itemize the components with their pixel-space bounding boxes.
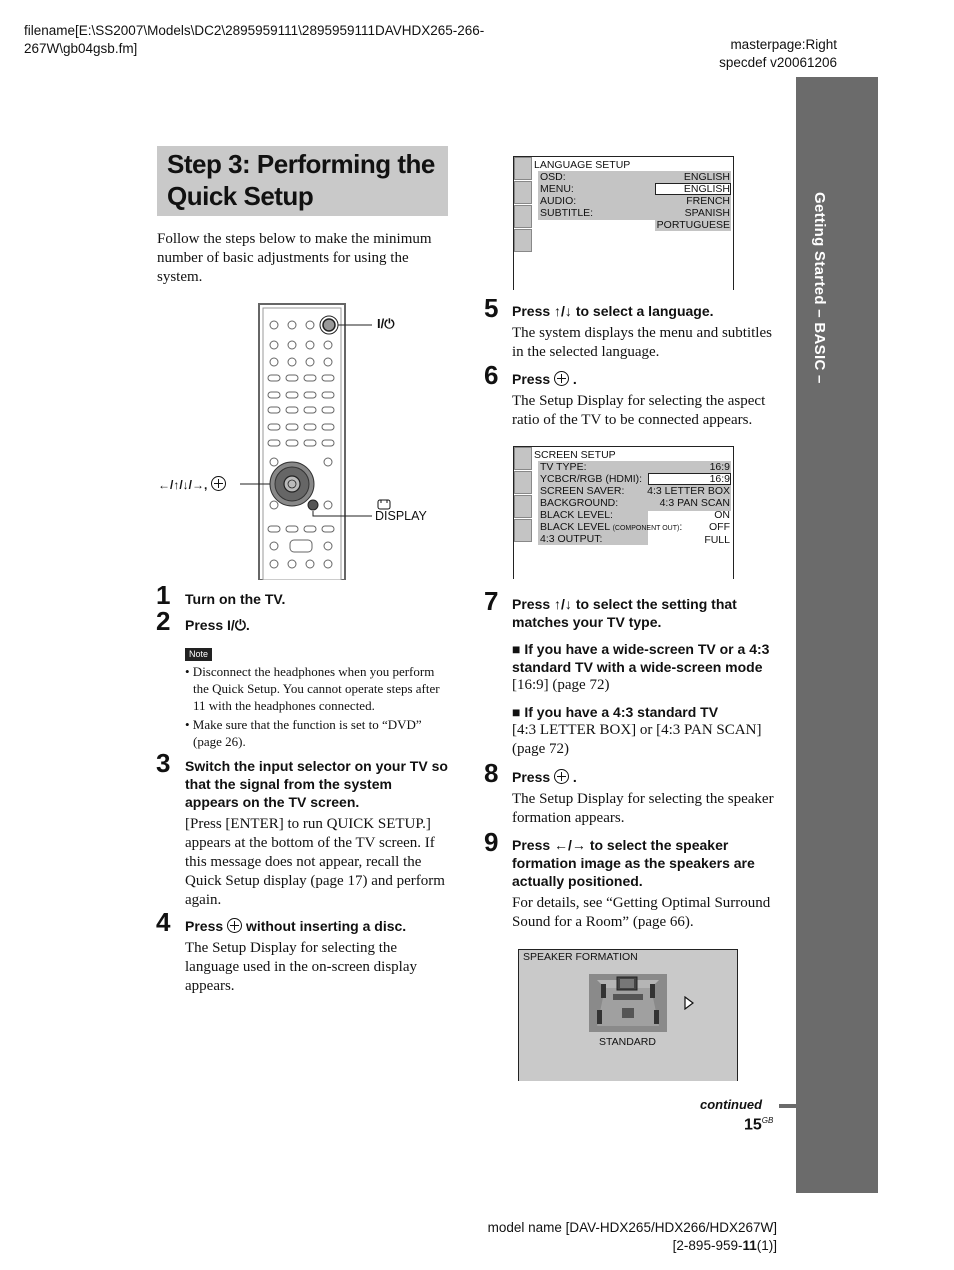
- step-heading: Turn on the TV.: [185, 591, 286, 607]
- step-body: [512, 894, 787, 932]
- enter-icon: [554, 371, 569, 386]
- enter-icon: [554, 769, 569, 784]
- section-title: [157, 146, 448, 216]
- note-badge: Note: [185, 648, 212, 661]
- part-code-a: [2-895-959-: [672, 1238, 743, 1253]
- speaker-formation-label: STANDARD: [599, 1036, 656, 1048]
- step-body-line: For details, see “Getting Optimal Surround: [512, 895, 771, 911]
- osd-tab: [514, 157, 532, 180]
- sub-heading-line: ■ If you have a wide-screen TV or a 4:3: [512, 641, 770, 657]
- step-body: [185, 939, 455, 996]
- osd-value: ENGLISH: [683, 171, 730, 183]
- step-heading-line: Press ↑/↓ to select the setting that: [512, 596, 737, 612]
- osd-label: YCBCR/RGB (HDMI):: [540, 473, 643, 485]
- power-label: [377, 316, 395, 332]
- enter-icon: [227, 918, 242, 933]
- osd-value: ON: [714, 509, 730, 521]
- sub-heading-line: standard TV with a wide-screen mode: [512, 659, 763, 675]
- osd-label: 4:3 OUTPUT:: [540, 533, 603, 545]
- step-number: 1: [156, 580, 171, 610]
- step-heading-line: appears on the TV screen.: [185, 794, 360, 810]
- display-label: DISPLAY: [375, 509, 427, 523]
- intro-line: Follow the steps below to make the minimum: [157, 231, 432, 247]
- osd-label-small: (COMPONENT OUT): [612, 525, 680, 532]
- masterpage-label: masterpage:Right: [730, 37, 837, 52]
- step-body-line: appears.: [185, 978, 235, 994]
- note-line: the Quick Setup. You cannot operate steps after: [193, 681, 440, 696]
- filename-line: 267W\gb04gsb.fm]: [24, 41, 138, 56]
- osd-label: OSD:: [540, 171, 566, 183]
- osd-title: SCREEN SETUP: [534, 449, 616, 461]
- step-number: 2: [156, 606, 171, 636]
- remote-drawing: [240, 300, 450, 580]
- osd-label: MENU:: [540, 183, 574, 195]
- step-body-line: The system displays the menu and subtitles: [512, 325, 772, 341]
- sub-body-line: [4:3 LETTER BOX] or [4:3 PAN SCAN]: [512, 722, 762, 738]
- arrows-label: [158, 476, 226, 492]
- model-footer: [440, 1219, 777, 1255]
- step-number: 8: [484, 758, 499, 788]
- osd-label-text: BLACK LEVEL: [540, 521, 610, 533]
- page-number: [744, 1116, 773, 1134]
- note-line: • Make sure that the function is set to “DVD”: [185, 717, 422, 732]
- step-heading-line: formation image as the speakers are: [512, 855, 755, 871]
- filename-header: [24, 22, 544, 58]
- osd-label: BACKGROUND:: [540, 497, 619, 509]
- osd-tab: [514, 519, 532, 542]
- page-number-suffix: GB: [761, 1116, 774, 1125]
- sub-heading: [512, 640, 787, 676]
- continued-label: continued: [700, 1097, 763, 1112]
- osd-label: AUDIO:: [540, 195, 577, 207]
- step-body-line: formation appears.: [512, 810, 625, 826]
- right-arrow-icon: [684, 996, 694, 1013]
- step-number: 3: [156, 748, 171, 778]
- power-icon: ⏻: [384, 316, 395, 331]
- intro-line: system.: [157, 269, 203, 285]
- step-heading-line: that the signal from the system: [185, 776, 392, 792]
- step-body-line: [Press [ENTER] to run QUICK SETUP.]: [185, 816, 431, 832]
- step-heading-line: Press ←/→ to select the speaker: [512, 837, 729, 853]
- step-body-line: again.: [185, 892, 222, 908]
- step-heading-line: actually positioned.: [512, 873, 643, 889]
- step-body-line: this message does not appear, recall the: [185, 854, 422, 870]
- part-code: [440, 1237, 777, 1255]
- step-body-line: The Setup Display for selecting the: [185, 940, 398, 956]
- osd-option: FRENCH: [686, 195, 730, 207]
- step-heading-line: matches your TV type.: [512, 614, 662, 630]
- osd-value: 16:9: [709, 461, 730, 473]
- note-line: (page 26).: [193, 734, 246, 749]
- step-body: [512, 790, 787, 828]
- step-number: 4: [156, 907, 171, 937]
- step-body: [512, 392, 787, 430]
- speaker-room-image: [589, 974, 667, 1035]
- osd-label: TV TYPE:: [540, 461, 587, 473]
- osd-tab: [514, 495, 532, 518]
- sub-heading: ■ If you have a 4:3 standard TV: [512, 704, 719, 720]
- language-setup-screen: [513, 156, 734, 290]
- remote-illustration: [240, 300, 450, 580]
- note-list: [185, 663, 450, 750]
- enter-icon: [211, 476, 226, 491]
- step-body-line: The Setup Display for selecting the speaker: [512, 791, 774, 807]
- osd-tab: [514, 181, 532, 204]
- title-line: Quick Setup: [167, 181, 314, 211]
- osd-label: SUBTITLE:: [540, 207, 594, 219]
- step-heading: [512, 836, 787, 890]
- step-heading-text: without inserting a disc.: [245, 918, 407, 934]
- osd-title: SPEAKER FORMATION: [523, 951, 638, 963]
- osd-option: ENGLISH: [683, 183, 730, 195]
- step-heading: [185, 757, 455, 811]
- osd-tab: [514, 229, 532, 252]
- step-heading: Press .: [512, 371, 577, 387]
- step-body-line: language used in the on-screen display: [185, 959, 418, 975]
- step-number: 9: [484, 827, 499, 857]
- step-heading-line: Switch the input selector on your TV so: [185, 758, 448, 774]
- page-number-value: 15: [744, 1116, 762, 1134]
- osd-label: BLACK LEVEL (COMPONENT OUT):: [540, 521, 683, 533]
- intro-paragraph: [157, 230, 457, 287]
- model-name: model name [DAV-HDX265/HDX266/HDX267W]: [487, 1220, 777, 1235]
- step-body-line: Sound for a Room” (page 66).: [512, 914, 694, 930]
- step-number: 6: [484, 360, 499, 390]
- step-heading: Press .: [512, 769, 577, 785]
- step-heading-text: Press: [185, 918, 224, 934]
- osd-value: FULL: [704, 534, 730, 546]
- sub-body: [512, 721, 787, 759]
- osd-option: PORTUGUESE: [656, 219, 730, 231]
- osd-tab: [514, 205, 532, 228]
- step-heading-text: Press: [512, 769, 551, 785]
- step-body-line: The Setup Display for selecting the aspect: [512, 393, 766, 409]
- power-icon: ⏻.: [234, 617, 250, 633]
- power-label-text: I/: [377, 316, 385, 331]
- part-code-b: 11: [742, 1238, 757, 1253]
- step-heading-text: Press I/: [185, 617, 235, 633]
- step-heading: Press ↑/↓ to select a language.: [512, 303, 714, 319]
- step-heading: [185, 616, 250, 634]
- intro-line: number of basic adjustments for using the: [157, 250, 409, 266]
- osd-option: 4:3 LETTER BOX: [647, 485, 730, 497]
- arrows-label-text: ←/↑/↓/→,: [158, 478, 208, 492]
- speaker-formation-screen: [518, 949, 738, 1081]
- note-line: • Disconnect the headphones when you perform: [185, 664, 435, 679]
- step-heading: [185, 917, 406, 935]
- step-body: [512, 324, 787, 362]
- part-code-c: (1)]: [756, 1238, 777, 1253]
- osd-tab: [514, 447, 532, 470]
- filename-line: filename[E:\SS2007\Models\DC2\2895959111\2895959111DAVHDX265-266-: [24, 23, 485, 38]
- osd-option: 16:9: [709, 473, 730, 485]
- step-heading-text: Press: [512, 371, 551, 387]
- step-number: 5: [484, 293, 499, 323]
- osd-value: OFF: [709, 521, 730, 533]
- sub-body-line: (page 72): [512, 741, 570, 757]
- osd-option: 4:3 PAN SCAN: [659, 497, 730, 509]
- step-body: [185, 815, 455, 910]
- step-body-line: ratio of the TV to be connected appears.: [512, 412, 753, 428]
- continued-bar: [779, 1104, 796, 1108]
- step-heading: [512, 595, 787, 631]
- step-body-line: in the selected language.: [512, 344, 660, 360]
- step-number: 7: [484, 586, 499, 616]
- screen-setup-screen: [513, 446, 734, 579]
- masterpage-header: [700, 36, 837, 72]
- osd-option: SPANISH: [684, 207, 730, 219]
- osd-label: SCREEN SAVER:: [540, 485, 625, 497]
- osd-tab: [514, 471, 532, 494]
- note-line: 11 with the headphones connected.: [193, 698, 375, 713]
- sub-body: [16:9] (page 72): [512, 677, 610, 693]
- specdef-label: specdef v20061206: [719, 55, 837, 70]
- step-body-line: appears at the bottom of the TV screen. If: [185, 835, 435, 851]
- side-tab: [796, 77, 878, 1193]
- title-line: Step 3: Performing the: [167, 149, 435, 179]
- osd-label: BLACK LEVEL:: [540, 509, 613, 521]
- step-body-line: Quick Setup display (page 17) and perform: [185, 873, 445, 889]
- side-tab-label: Getting Started – BASIC –: [811, 192, 828, 384]
- osd-title: LANGUAGE SETUP: [534, 159, 631, 171]
